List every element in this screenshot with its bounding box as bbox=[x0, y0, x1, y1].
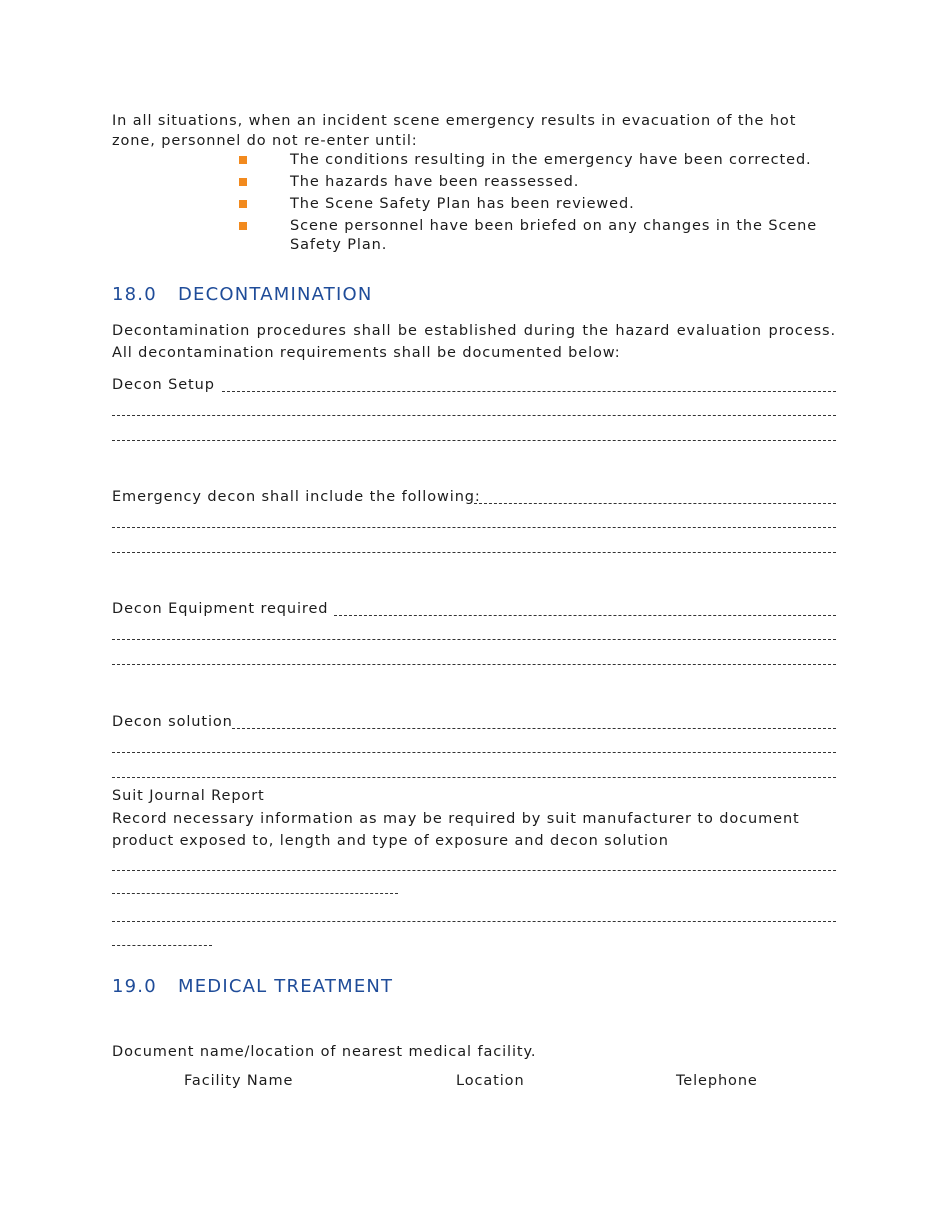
column-header-location: Location bbox=[456, 1073, 525, 1089]
decon-setup-field[interactable] bbox=[222, 391, 836, 392]
medical-facility-instruction: Document name/location of nearest medical facility. bbox=[112, 1044, 537, 1060]
suit-journal-field-line[interactable] bbox=[112, 893, 398, 894]
column-header-telephone: Telephone bbox=[676, 1073, 758, 1089]
intro-paragraph: In all situations, when an incident scene emergency results in evacuation of the hot zone, personnel do not re-enter until: bbox=[112, 113, 797, 149]
section-19-number: 19.0 bbox=[112, 976, 157, 997]
emergency-decon-field-line[interactable] bbox=[112, 552, 836, 553]
bullet-square-icon bbox=[239, 200, 247, 208]
list-item: The conditions resulting in the emergency have been corrected. bbox=[112, 151, 836, 170]
section-18-number: 18.0 bbox=[112, 284, 157, 305]
decon-solution-field[interactable] bbox=[232, 728, 836, 729]
decon-equipment-field-line[interactable] bbox=[112, 664, 836, 665]
suit-journal-title: Suit Journal Report bbox=[112, 788, 265, 804]
decon-setup-field-line[interactable] bbox=[112, 440, 836, 441]
suit-journal-field-line[interactable] bbox=[112, 870, 836, 871]
decon-setup-field-line[interactable] bbox=[112, 415, 836, 416]
decon-setup-label: Decon Setup bbox=[112, 377, 215, 393]
section-19-heading bbox=[112, 977, 393, 997]
reentry-conditions-list bbox=[112, 151, 836, 258]
emergency-decon-field-line[interactable] bbox=[112, 527, 836, 528]
emergency-decon-label: Emergency decon shall include the following: bbox=[112, 489, 481, 505]
section-19-title: MEDICAL TREATMENT bbox=[178, 976, 394, 997]
section-18-title: DECONTAMINATION bbox=[178, 284, 373, 305]
column-header-facility-name: Facility Name bbox=[184, 1073, 294, 1089]
suit-journal-field-line[interactable] bbox=[112, 921, 836, 922]
list-item: Scene personnel have been briefed on any changes in the Scene Safety Plan. bbox=[112, 217, 836, 255]
bullet-square-icon bbox=[239, 178, 247, 186]
list-item: The Scene Safety Plan has been reviewed. bbox=[112, 195, 836, 214]
decon-equipment-field-line[interactable] bbox=[112, 639, 836, 640]
bullet-square-icon bbox=[239, 156, 247, 164]
decon-equipment-field[interactable] bbox=[334, 615, 836, 616]
suit-journal-field-line[interactable] bbox=[112, 945, 212, 946]
bullet-square-icon bbox=[239, 222, 247, 230]
section-18-heading bbox=[112, 285, 373, 305]
decon-solution-field-line[interactable] bbox=[112, 777, 836, 778]
decon-equipment-label: Decon Equipment required bbox=[112, 601, 329, 617]
suit-journal-text: Record necessary information as may be required by suit manufacturer to document product exposed to, length and type of exposure and decon solution bbox=[112, 811, 800, 849]
decon-intro-paragraph: Decontamination procedures shall be established during the hazard evaluation process. All decontamination requirements shall be documented below: bbox=[112, 323, 836, 361]
decon-solution-field-line[interactable] bbox=[112, 752, 836, 753]
emergency-decon-field[interactable] bbox=[474, 503, 836, 504]
decon-solution-label: Decon solution bbox=[112, 714, 233, 730]
list-item: The hazards have been reassessed. bbox=[112, 173, 836, 192]
